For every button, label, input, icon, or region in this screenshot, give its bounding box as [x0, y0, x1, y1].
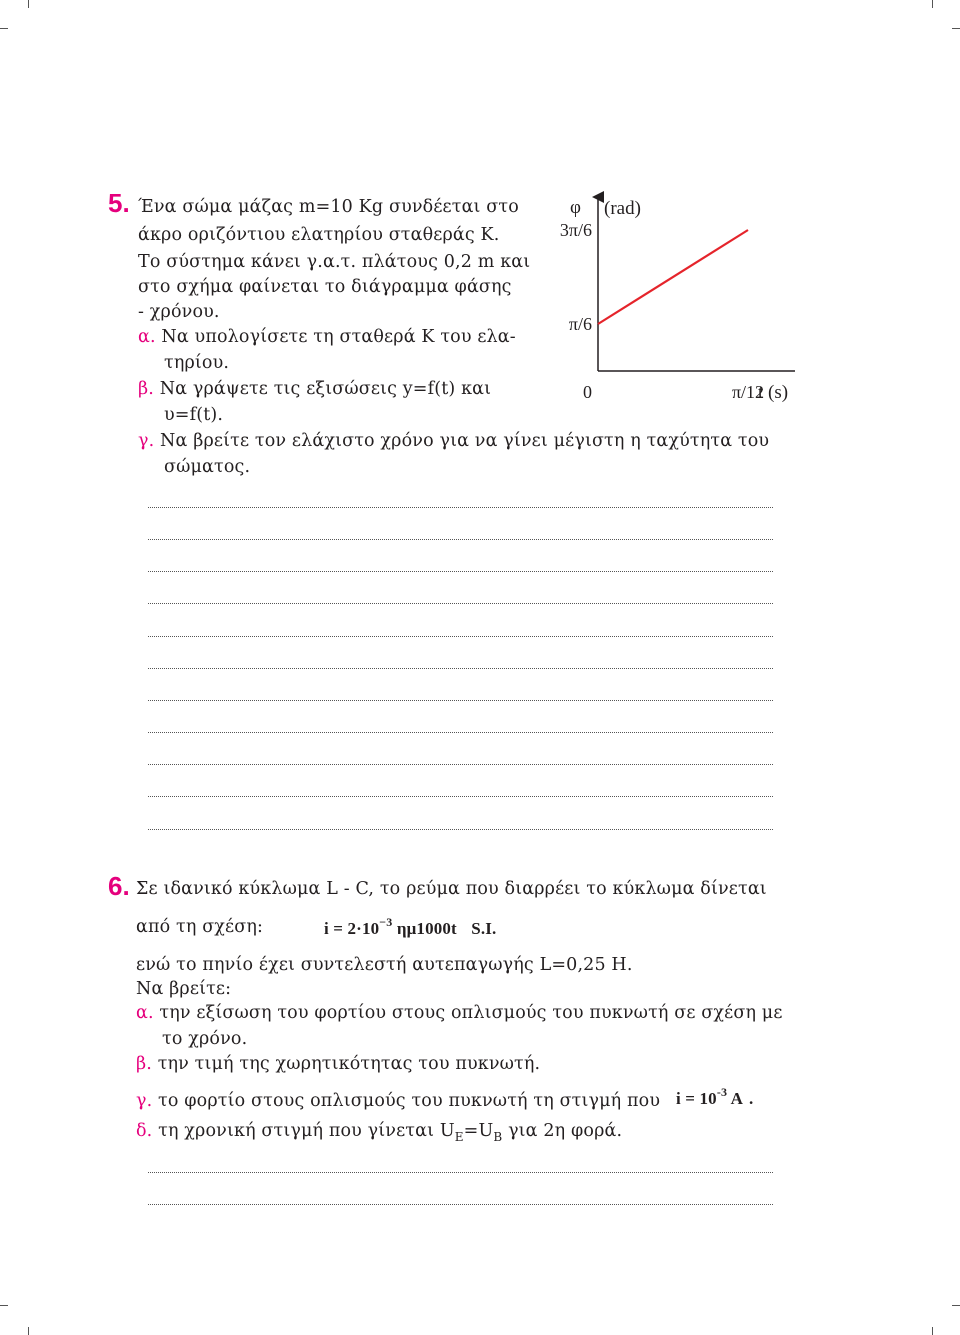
- answer-line: [148, 503, 773, 508]
- problem-text: - χρόνου.: [138, 302, 220, 322]
- question-label: α.: [138, 327, 156, 347]
- origin-label: 0: [583, 382, 592, 402]
- question-text: Να γράψετε τις εξισώσεις y=f(t) και: [159, 379, 492, 399]
- answer-line: [148, 825, 773, 830]
- question-label: γ.: [136, 1091, 153, 1111]
- question-a: [138, 326, 516, 348]
- problem-text: Ένα σώμα μάζας m=10 Kg συνδέεται στο: [138, 197, 519, 217]
- x-axis-label: t (s): [758, 382, 789, 403]
- question-b: [136, 1053, 540, 1075]
- formula-units: S.I.: [471, 919, 497, 938]
- y-axis-unit: (rad): [604, 198, 641, 219]
- answer-line: [148, 567, 773, 572]
- question-label: α.: [136, 1003, 154, 1023]
- question-text: την εξίσωση του φορτίου στους οπλισμούς του πυκνωτή σε σχέση με: [159, 1003, 783, 1023]
- problem-text: στο σχήμα φαίνεται το διάγραμμα φάσης: [138, 277, 512, 297]
- problem-text: Σε ιδανικό κύκλωμα L - C, το ρεύμα που διαρρέει το κύκλωμα δίνεται: [136, 879, 767, 899]
- answer-line: [148, 599, 773, 604]
- formula-main: i = 10: [676, 1089, 717, 1108]
- question-text: τη χρονική στιγμή που γίνεται U: [158, 1121, 455, 1141]
- problem-text: άκρο οριζόντιου ελατηρίου σταθεράς K.: [138, 225, 500, 245]
- phase-time-chart: [540, 185, 800, 410]
- question-c: [138, 430, 769, 452]
- answer-line: [148, 792, 773, 797]
- current-value-formula: [676, 1085, 754, 1111]
- question-text: Να υπολογίσετε τη σταθερά K του ελα-: [161, 327, 516, 347]
- current-formula: [324, 915, 497, 941]
- question-b: [138, 378, 491, 400]
- formula-main: i = 2·10: [324, 919, 380, 938]
- question-text: το χρόνο.: [162, 1029, 248, 1049]
- answer-line: [148, 1200, 773, 1205]
- question-text: σώματος.: [164, 457, 251, 477]
- x-tick-label: π/12: [731, 382, 765, 402]
- formula-unit: A: [730, 1089, 744, 1108]
- question-label: δ.: [136, 1121, 153, 1141]
- formula-dot: .: [749, 1089, 754, 1108]
- answer-line: [148, 632, 773, 637]
- question-text: Να βρείτε τον ελάχιστο χρόνο για να γίνει μέγιστη η ταχύτητα του: [160, 431, 770, 451]
- answer-line: [148, 760, 773, 765]
- y-axis-symbol: φ: [570, 197, 581, 218]
- answer-line: [148, 664, 773, 669]
- question-text: τηρίου.: [164, 353, 230, 373]
- question-label: β.: [136, 1054, 152, 1074]
- problem-number: 5.: [108, 188, 130, 218]
- answer-line: [148, 728, 773, 733]
- answer-line: [148, 696, 773, 701]
- problem-text: ενώ το πηνίο έχει συντελεστή αυτεπαγωγής L=0,25 H.: [136, 955, 633, 975]
- problem-text: Να βρείτε:: [136, 979, 232, 999]
- y-tick-label: 3π/6: [559, 220, 592, 240]
- subscript: B: [493, 1130, 503, 1144]
- question-c: [136, 1090, 660, 1112]
- question-text: την τιμή της χωρητικότητας του πυκνωτή.: [157, 1054, 541, 1074]
- question-label: γ.: [138, 431, 155, 451]
- problem-text: Το σύστημα κάνει γ.α.τ. πλάτους 0,2 m και: [138, 252, 531, 272]
- formula-tail: ημ1000t: [396, 919, 457, 938]
- problem-number: 6.: [108, 871, 130, 901]
- question-label: β.: [138, 379, 154, 399]
- y-tick-label: π/6: [568, 314, 592, 334]
- formula-exponent: −3: [379, 915, 393, 929]
- question-text: το φορτίο στους οπλισμούς του πυκνωτή τη στιγμή που: [158, 1091, 661, 1111]
- question-text: υ=f(t).: [164, 405, 224, 425]
- question-a: [136, 1002, 783, 1024]
- question-d: [136, 1120, 622, 1143]
- subscript: E: [454, 1130, 464, 1144]
- answer-line: [148, 1168, 773, 1173]
- phase-line: [598, 230, 748, 324]
- answer-line: [148, 535, 773, 540]
- formula-exponent: -3: [716, 1085, 728, 1099]
- relation-label: από τη σχέση:: [136, 917, 264, 937]
- question-text: =U: [463, 1121, 494, 1141]
- question-text: για 2η φορά.: [508, 1121, 623, 1141]
